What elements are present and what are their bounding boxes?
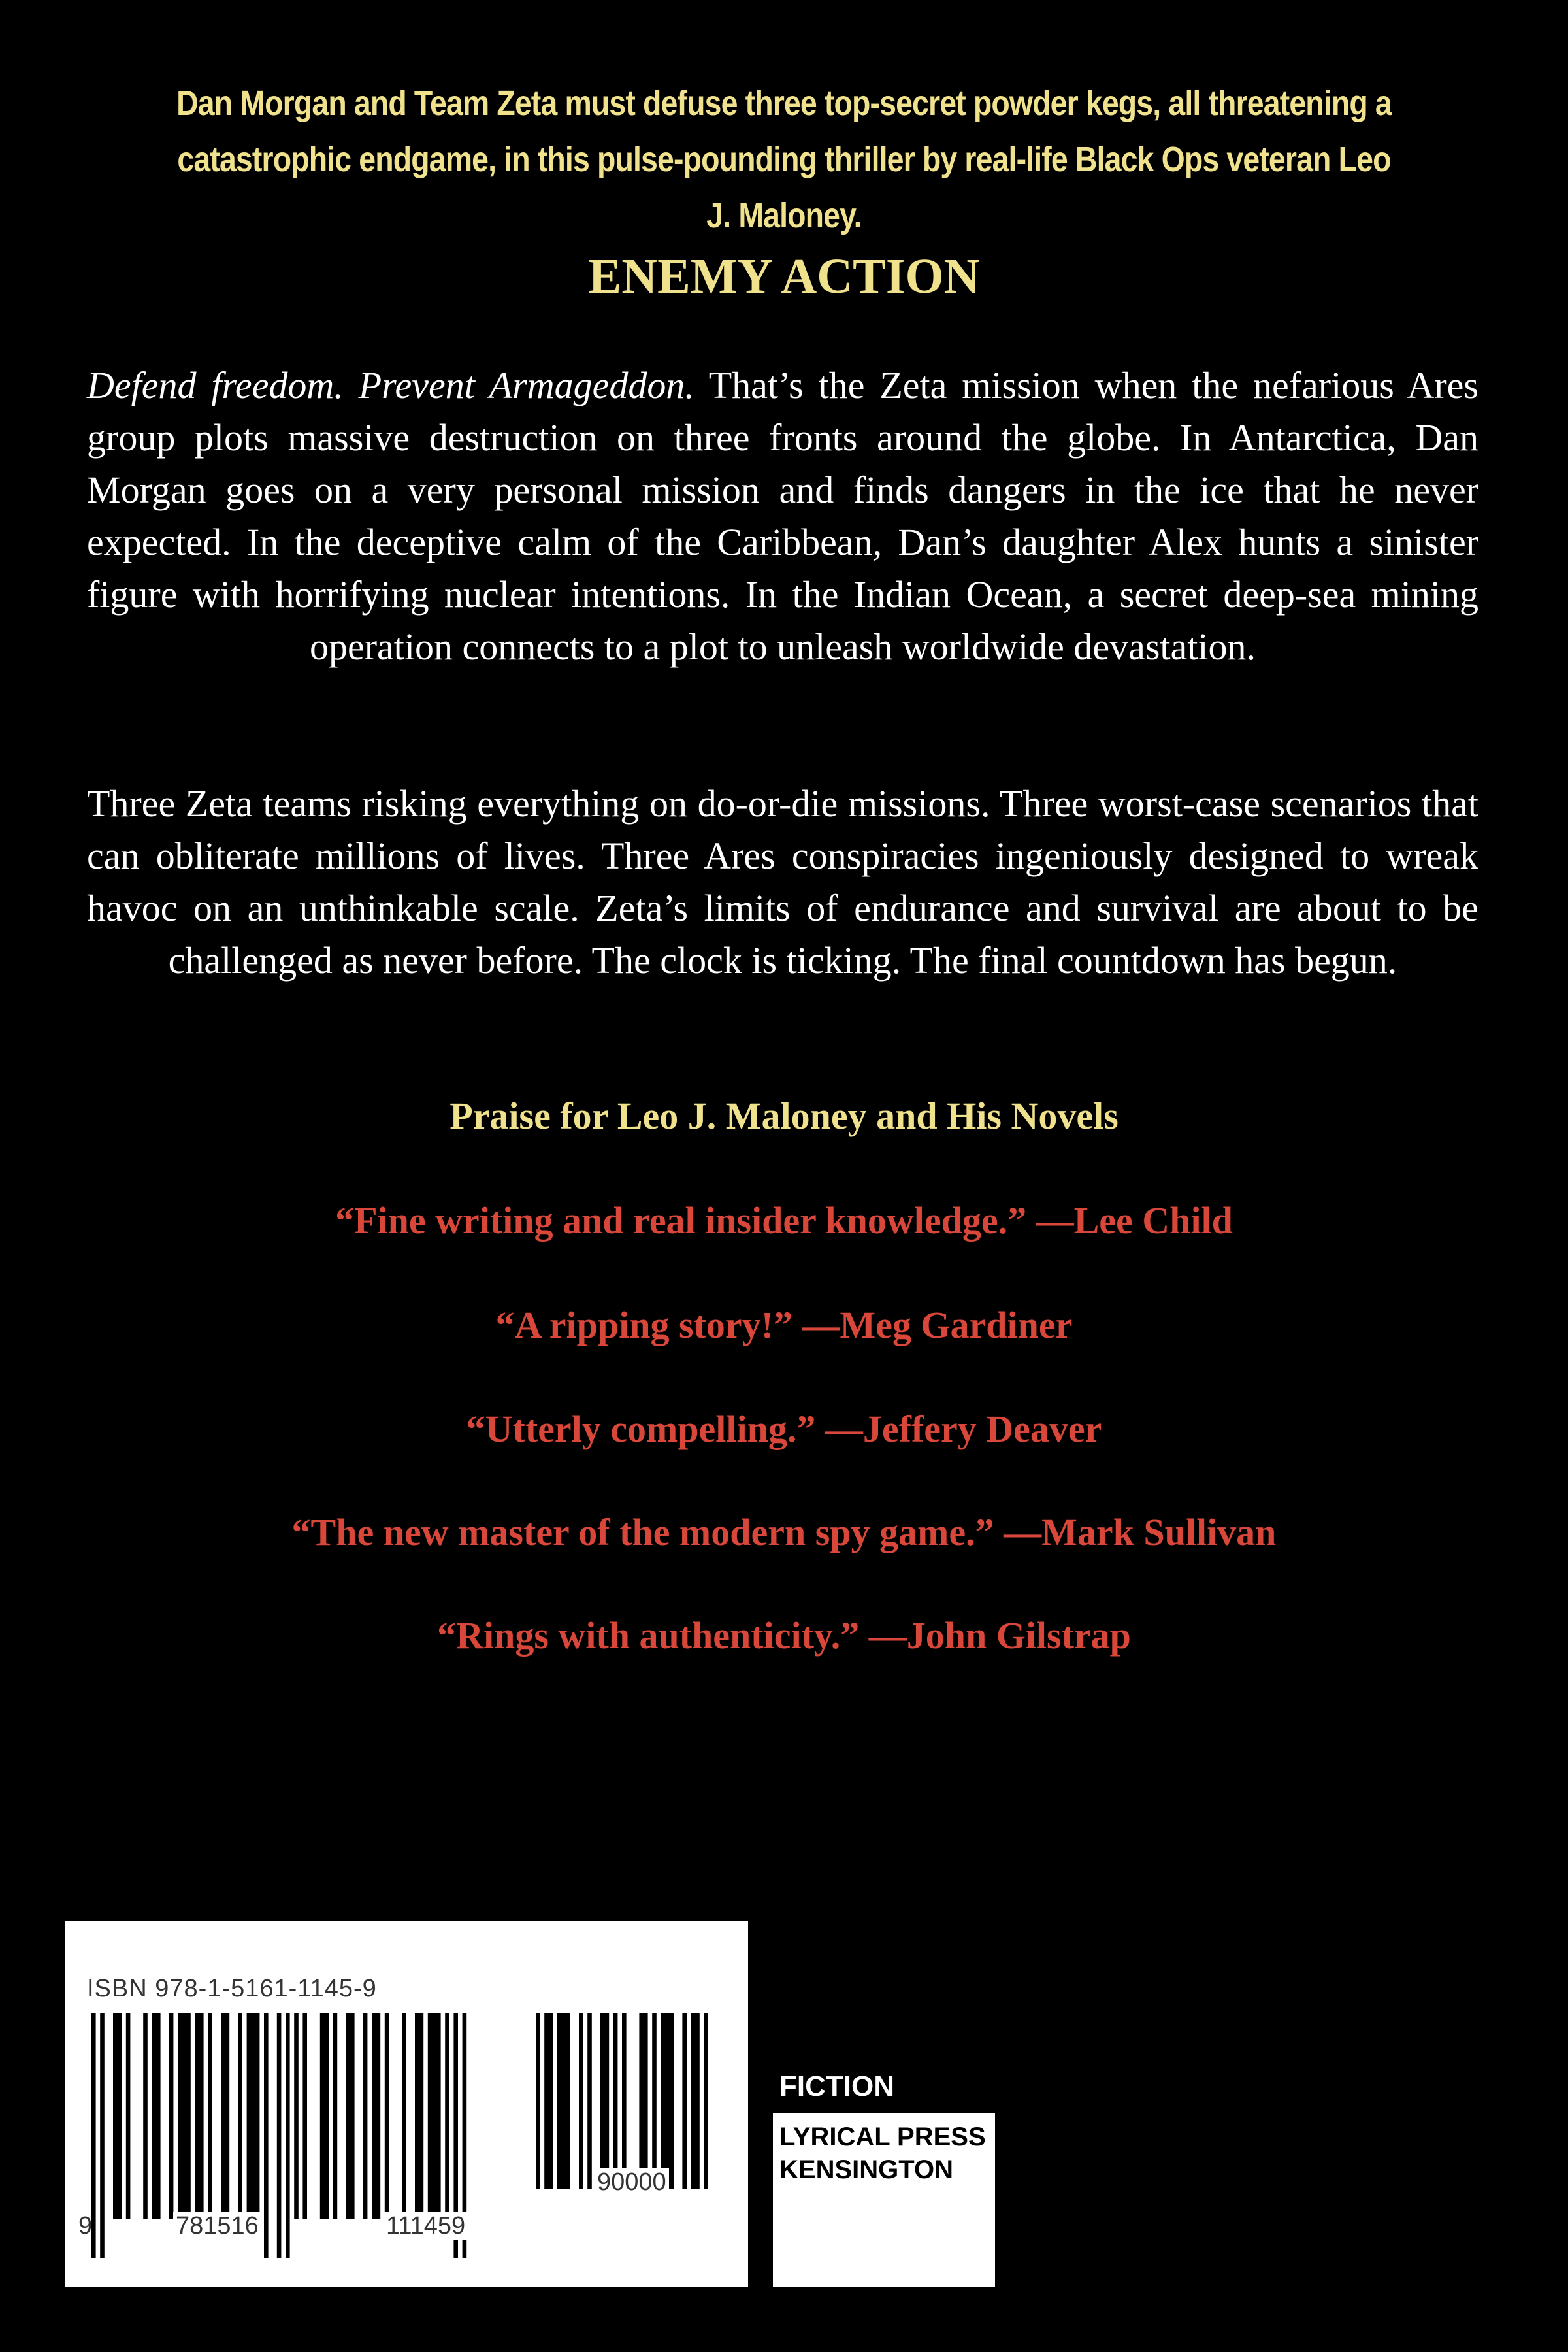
publisher-box xyxy=(773,2059,995,2287)
barcode-left-digits: 781516 xyxy=(173,2212,261,2240)
barcode-bar xyxy=(445,2013,449,2219)
barcode-addon-digits: 90000 xyxy=(595,2168,669,2196)
barcode-bar xyxy=(247,2013,260,2219)
praise-quote: “Utterly compelling.” —Jeffery Deaver xyxy=(466,1408,1102,1450)
praise-quote: “A ripping story!” —Meg Gardiner xyxy=(495,1304,1073,1346)
description-text-1: That’s the Zeta mission when the nefarious Ares group plots massive destruction on three fronts around the globe. In Antarctica, Dan Morgan goes on a very personal mission and finds dangers in the ice that he never expected. In the deceptive calm of the Caribbean, Dan’s daughter Alex hunts a sinister figure with horrifying nuclear intentions. In the Indian Ocean, a secret deep-sea mining operation connects to a plot to unleash worldwide devastation. xyxy=(87,364,1478,668)
barcode-bar xyxy=(704,2013,708,2189)
praise-quote: “Rings with authenticity.” —John Gilstrap xyxy=(437,1614,1131,1657)
barcode-bar xyxy=(622,2013,627,2189)
praise-heading: Praise for Leo J. Maloney and His Novels xyxy=(449,1095,1119,1137)
barcode-bar xyxy=(557,2013,570,2189)
barcode-bar xyxy=(544,2013,553,2189)
barcode-main-bars xyxy=(91,2013,549,2258)
praise-quote: “Fine writing and real insider knowledge.” —Lee Child xyxy=(335,1199,1233,1242)
barcode-bar xyxy=(169,2013,174,2219)
barcode-bar xyxy=(536,2013,540,2189)
barcode-bar xyxy=(264,2013,269,2258)
tagline: Dan Morgan and Team Zeta must defuse three top-secret powder kegs, all threatening a catastrophic endgame, in this pulse-pounding thriller by real-life Black Ops veteran Leo J. Maloney. xyxy=(176,84,1392,235)
category-band xyxy=(773,2059,995,2113)
barcode-bar xyxy=(238,2013,242,2219)
barcode-bar xyxy=(346,2013,354,2219)
barcode-bar xyxy=(178,2013,191,2219)
isbn-number: ISBN 978-1-5161-1145-9 xyxy=(87,1975,377,2002)
barcode-bar xyxy=(152,2013,160,2219)
book-title: ENEMY ACTION xyxy=(588,249,980,304)
barcode-bar xyxy=(100,2013,105,2258)
barcode-bar xyxy=(294,2013,299,2219)
description-paragraph-2: Three Zeta teams risking everything on do-or-die missions. Three worst-case scenarios that can obliterate millions of lives. Three Ares conspiracies ingeniously designed to wreak havoc on an unthinkable scale. Zeta’s limits of endurance and survival are about to be challenged as never before. The clock is ticking. The final countdown has begun. xyxy=(87,782,1478,982)
barcode-bar xyxy=(221,2013,229,2219)
barcode-bar xyxy=(143,2013,148,2219)
publisher-name-1: LYRICAL PRESS xyxy=(779,2123,986,2151)
barcode-bar xyxy=(428,2013,441,2219)
barcode-bar xyxy=(113,2013,122,2219)
barcode-bar xyxy=(372,2013,380,2219)
barcode-bar xyxy=(208,2013,212,2219)
praise-quote: “The new master of the modern spy game.” —Mark Sullivan xyxy=(291,1511,1277,1553)
barcode-bar xyxy=(286,2013,290,2258)
description-paragraph-1 xyxy=(87,359,1478,673)
barcode-bar xyxy=(587,2013,592,2189)
barcode-bar xyxy=(320,2013,329,2219)
barcode-bar xyxy=(363,2013,368,2219)
barcode-bar xyxy=(600,2013,609,2189)
barcode-bar xyxy=(691,2013,700,2189)
description-italic-lead: Defend freedom. Prevent Armageddon. xyxy=(87,364,694,406)
barcode-right-digits: 111459 xyxy=(384,2212,468,2240)
barcode-bar xyxy=(402,2013,406,2219)
barcode-first-digit: 9 xyxy=(78,2212,93,2240)
barcode-bar xyxy=(579,2013,583,2189)
barcode-bar xyxy=(613,2013,618,2189)
barcode-bar xyxy=(639,2013,647,2189)
barcode-addon-bars xyxy=(536,2013,738,2189)
barcode-bar xyxy=(652,2013,657,2189)
barcode-bar xyxy=(302,2013,307,2219)
barcode-bar xyxy=(385,2013,389,2219)
barcode-bar xyxy=(661,2013,674,2189)
barcode-bar xyxy=(126,2013,131,2219)
category-label: FICTION xyxy=(779,2070,894,2102)
barcode-bar xyxy=(682,2013,687,2189)
barcode-bar xyxy=(333,2013,338,2219)
publisher-name-2: KENSINGTON xyxy=(779,2155,953,2184)
barcode-bar xyxy=(195,2013,203,2219)
barcode-bar xyxy=(415,2013,423,2219)
barcode-bar xyxy=(277,2013,282,2258)
isbn-barcode-box xyxy=(65,1921,748,2287)
